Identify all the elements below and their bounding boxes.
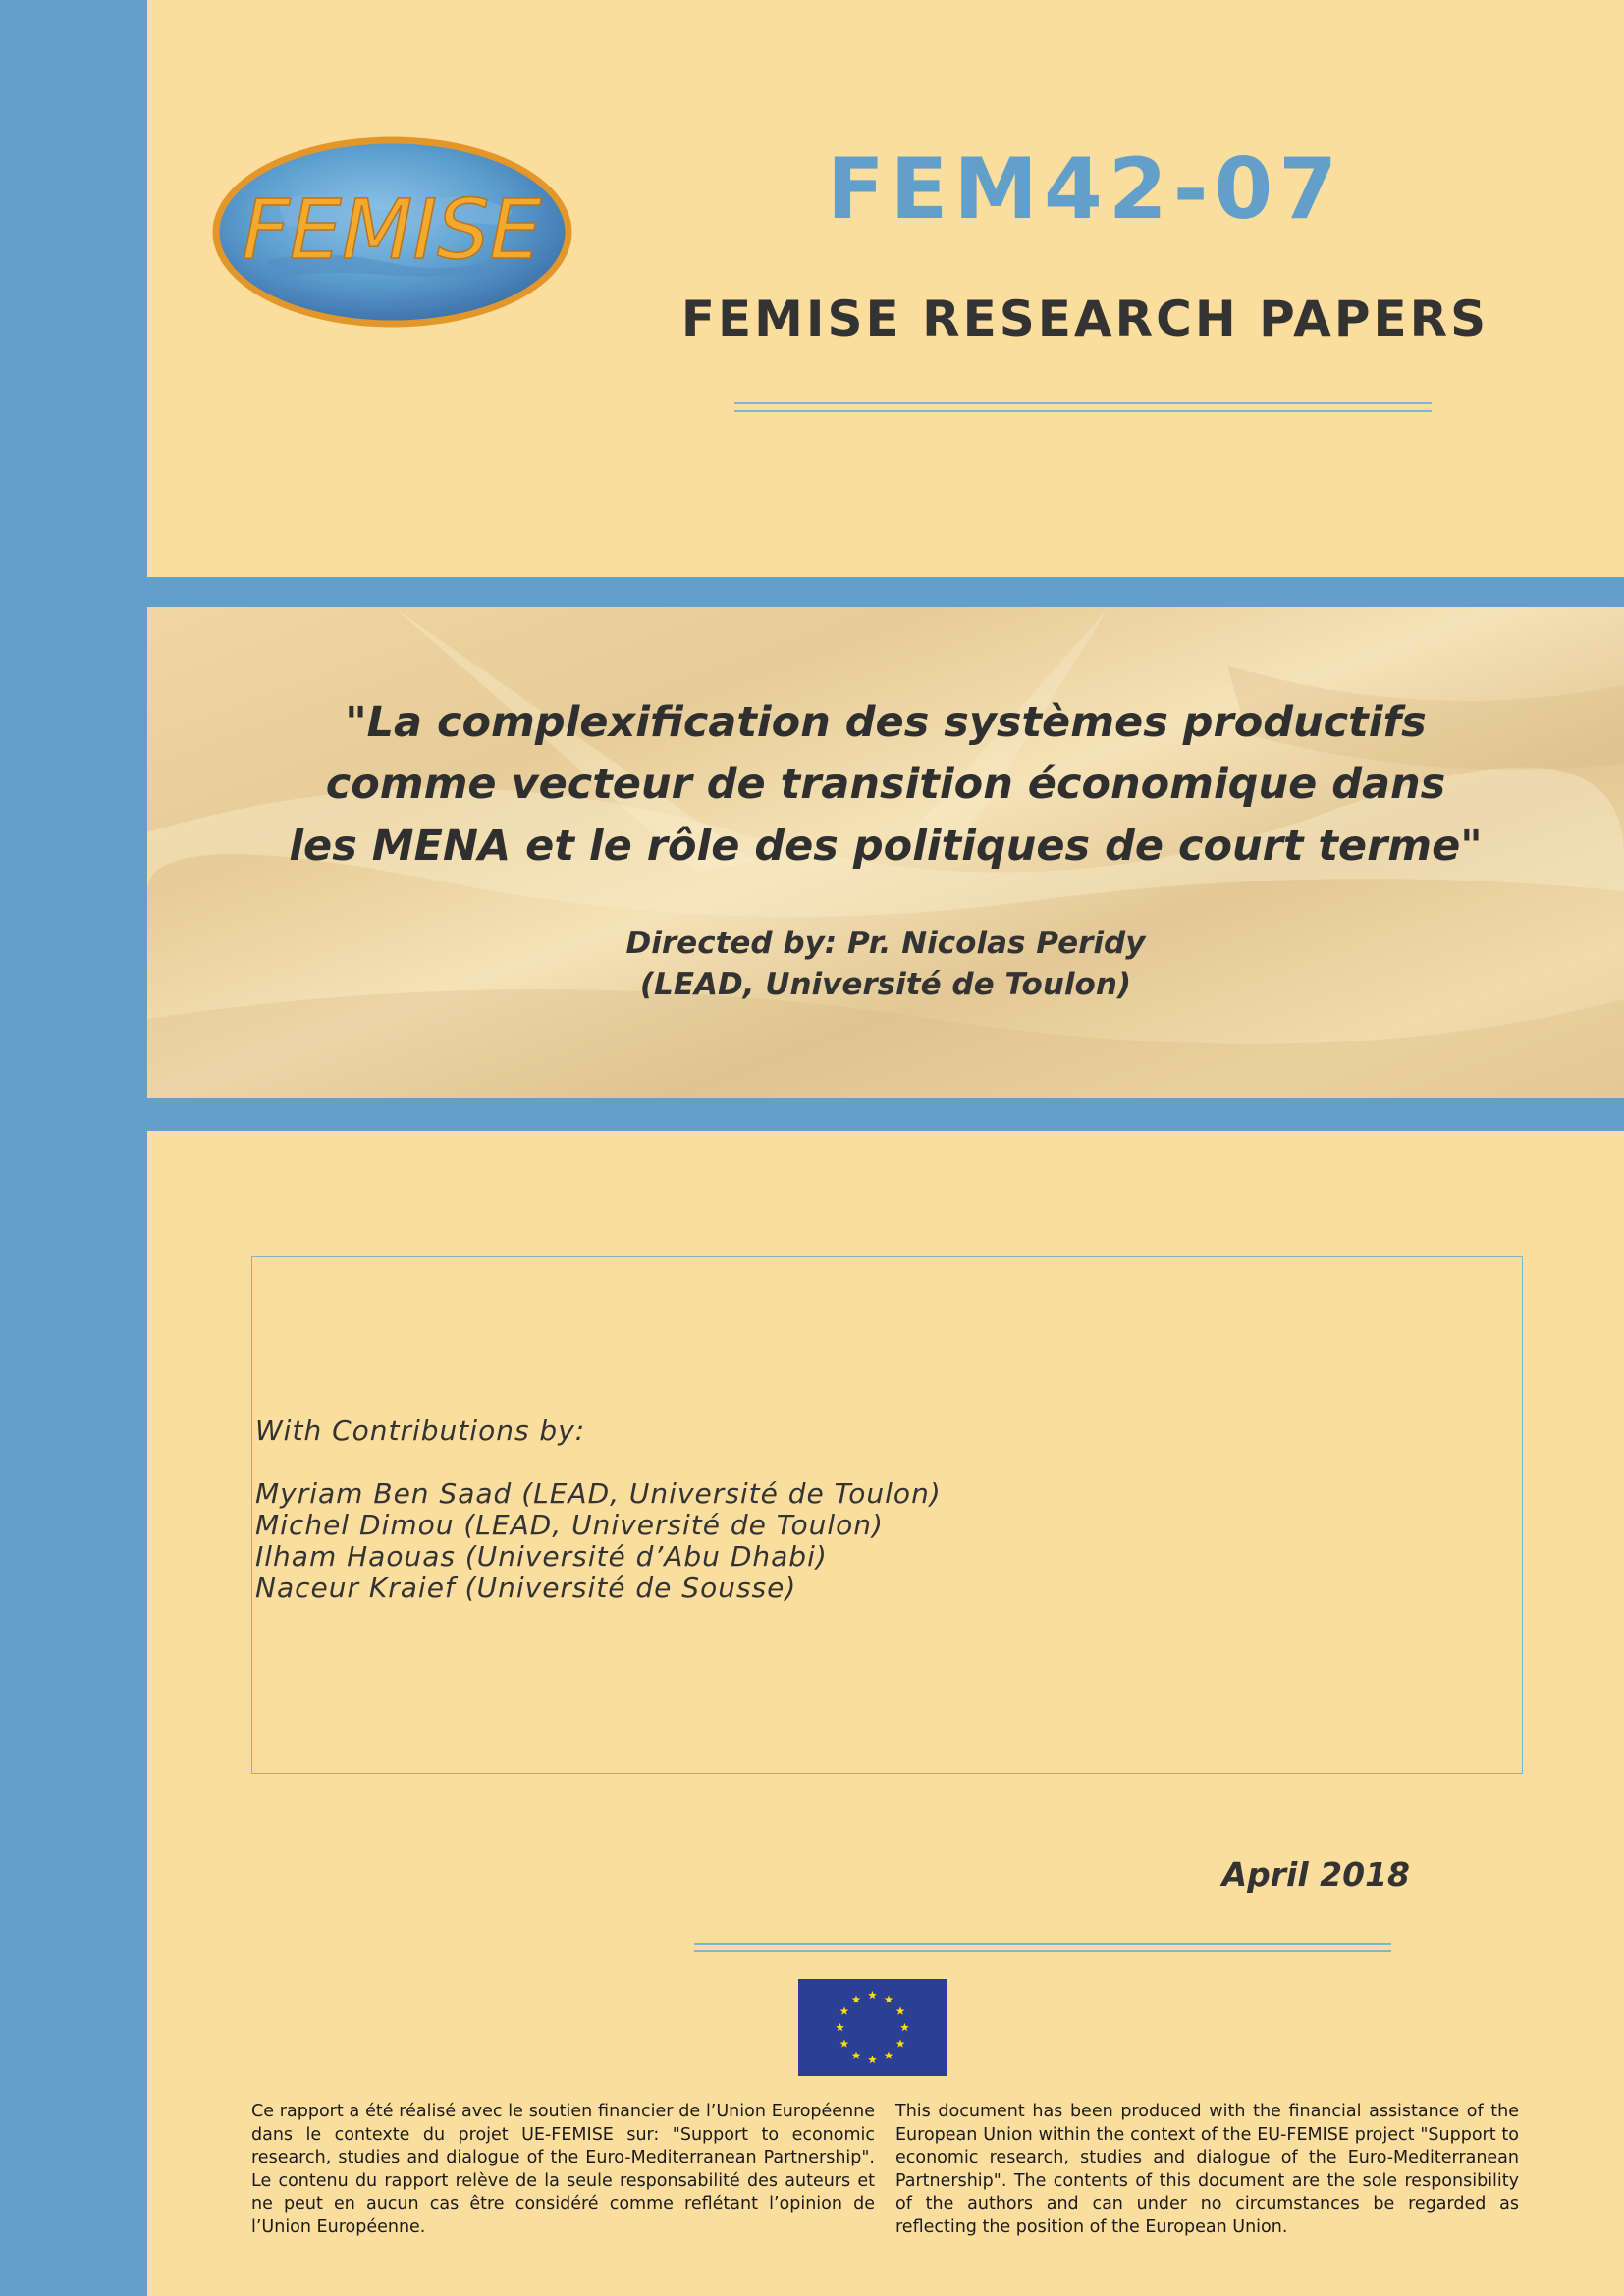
band-top-bar <box>147 577 1624 607</box>
paper-title-line: "La complexification des systèmes productifs <box>345 698 1427 747</box>
femise-logo <box>208 133 576 332</box>
series-title: FEMISE RESEARCH PAPERS <box>680 291 1489 347</box>
disclaimer-french: Ce rapport a été réalisé avec le soutien financier de l’Union Européenne dans le contexte du projet UE-FEMISE sur: "Support to economic research, studies and dialogue of the Euro-Mediterranean Partnership". Le contenu du rapport relève de la seule responsabilité des auteurs et ne peut en aucun cas être considéré comme reflétant l’opinion de l’Union Européenne. <box>251 2102 875 2237</box>
director-block <box>196 923 1575 1005</box>
paper-title <box>196 692 1575 878</box>
contributions-text <box>255 1415 1512 1604</box>
logo-text: FEMISE <box>242 182 542 278</box>
contributor-item: Michel Dimou (LEAD, Université de Toulon) <box>255 1509 884 1541</box>
top-double-rule <box>734 402 1432 412</box>
contributor-item: Naceur Kraief (Université de Sousse) <box>255 1572 797 1604</box>
contributor-item: Ilham Haouas (Université d’Abu Dhabi) <box>255 1540 828 1573</box>
paper-title-line: comme vecteur de transition économique dans <box>325 760 1446 809</box>
director-affiliation: (LEAD, Université de Toulon) <box>639 967 1132 1002</box>
eu-flag-graphic <box>798 1979 947 2076</box>
publication-date: April 2018 <box>1221 1855 1410 1894</box>
contributions-heading: With Contributions by: <box>255 1415 586 1447</box>
paper-code: FEM42-07 <box>826 140 1344 239</box>
left-sidebar-stripe <box>0 0 147 2296</box>
bottom-double-rule <box>694 1943 1391 1952</box>
eu-flag-icon <box>798 1979 947 2076</box>
paper-title-line: les MENA et le rôle des politiques de court terme" <box>289 822 1483 871</box>
femise-logo-graphic <box>208 133 576 332</box>
contributor-item: Myriam Ben Saad (LEAD, Université de Toulon) <box>255 1477 942 1510</box>
band-bottom-bar <box>147 1098 1624 1131</box>
disclaimer-english: This document has been produced with the financial assistance of the European Union within the context of the EU-FEMISE project "Support to economic research, studies and dialogue of the Euro-Mediterranean Partnership". The contents of this document are the sole responsibility of the authors and can under no circumstances be regarded as reflecting the position of the European Union. <box>895 2102 1519 2237</box>
director-name: Directed by: Pr. Nicolas Peridy <box>625 926 1146 961</box>
